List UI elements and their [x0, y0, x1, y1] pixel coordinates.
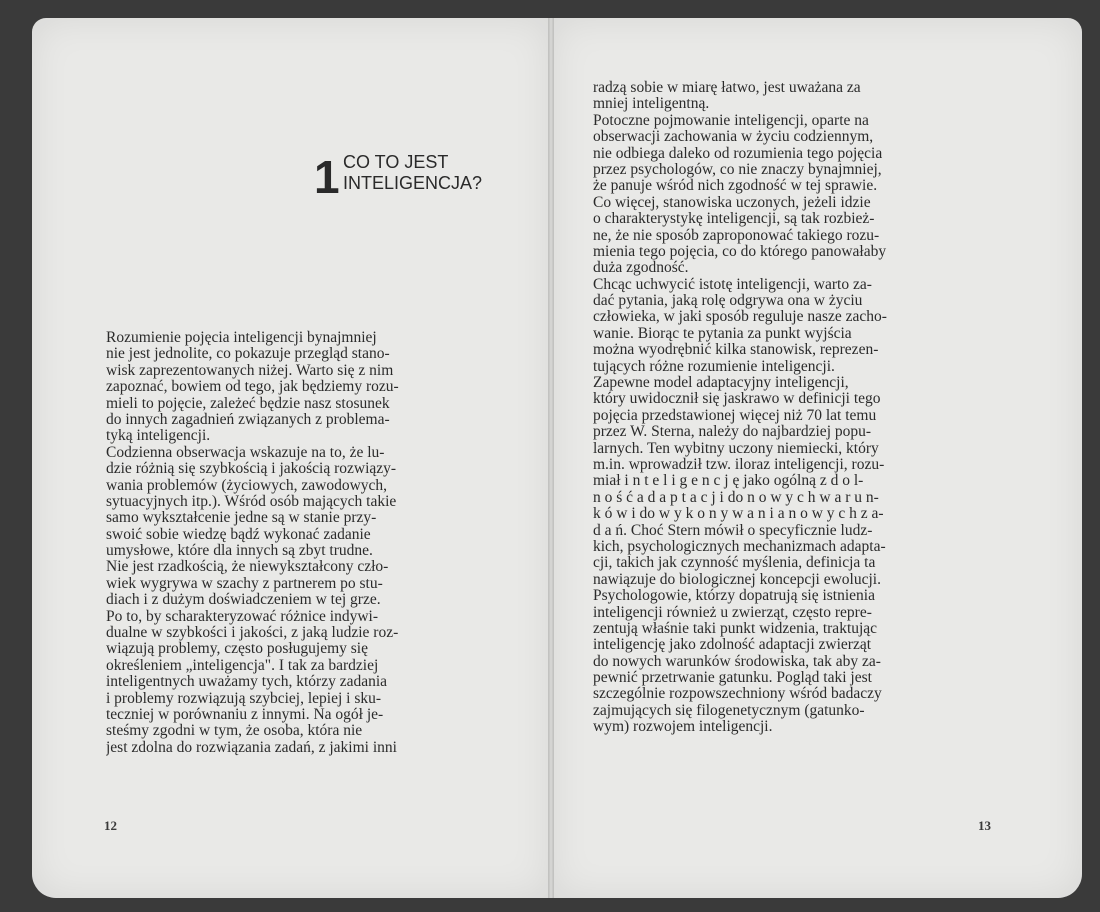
text-line: człowieka, w jaki sposób reguluje nasze zacho- [593, 309, 887, 326]
text-line: umysłowe, które dla innych są zbyt trudne. [106, 543, 373, 560]
text-line: Psychologowie, którzy dopatrują się istnienia [593, 588, 875, 605]
text-line: dać pytania, jaką rolę odgrywa ona w życiu [593, 293, 863, 310]
text-line: nie odbiega daleko od rozumienia tego pojęcia [593, 145, 883, 162]
text-line: mienia tego pojęcia, co do którego panowałaby [593, 243, 887, 260]
text-line: Rozumienie pojęcia inteligencji bynajmniej [106, 330, 377, 346]
text-line: d a ń. Choć Stern mówił o specyficznie ludz- [593, 522, 873, 539]
book-gutter [548, 18, 554, 898]
text-line: pojęcia przedstawionej więcej niż 70 lat temu [593, 407, 877, 424]
text-line: Potoczne pojmowanie inteligencji, oparte na [593, 112, 869, 129]
text-line: mieli to pojęcie, zależeć będzie nasz stosunek [106, 395, 390, 412]
text-line: zajmujących się filogenetycznym (gatunko- [593, 702, 865, 719]
text-line: wiązują problemy, często posługujemy się [106, 641, 368, 658]
text-line: inteligencji również u zwierząt, często repre- [593, 604, 872, 621]
text-line: nawiązuje do biologicznej koncepcji ewolucji. [593, 571, 881, 588]
text-line: inteligencję jako zdolność adaptacji zwierząt [593, 637, 872, 654]
text-line: teczniej w porównaniu z innymi. Na ogół je- [106, 706, 384, 723]
text-line: radzą sobie w miarę łatwo, jest uważana za [593, 80, 861, 96]
text-line: przez W. Sterna, należy do najbardziej popu- [593, 424, 872, 441]
text-line: wisk zaprezentowanych niżej. Warto się z nim [106, 362, 394, 379]
text-line: zapoznać, bowiem od tego, jak będziemy rozu- [106, 379, 399, 396]
text-line: steśmy zgodni w tym, że osoba, która nie [106, 723, 363, 740]
right-page-text [593, 80, 985, 736]
text-line: tujących różne rozumienie inteligencji. [593, 358, 835, 375]
text-line: wanie. Biorąc te pytania za punkt wyjścia [593, 325, 852, 342]
text-line: swoić sobie wiedzę bądź wykonać zadanie [106, 526, 371, 543]
text-line: do nowych warunków środowiska, tak aby za- [593, 653, 881, 670]
text-line: można wyodrębnić kilka stanowisk, reprezen- [593, 342, 879, 359]
text-line: cji, takich jak czynność myślenia, definicja ta [593, 555, 876, 572]
text-line: szczególnie rozpowszechniony wśród badaczy [593, 686, 882, 703]
text-line: Chcąc uchwycić istotę inteligencji, warto za- [593, 276, 872, 293]
text-line: jest zdolna do rozwiązania zadań, z jakimi inni [106, 739, 397, 756]
text-line: kich, psychologicznych mechanizmach adapta- [593, 538, 886, 555]
text-line: m.in. wprowadził tzw. iloraz inteligencji, rozu- [593, 456, 885, 473]
text-line: sytuacyjnych itp.). Wśród osób mających takie [106, 493, 397, 510]
text-line: k ó w i do w y k o n y w a n i a n o w y c h z a- [593, 506, 884, 523]
text-line: określeniem „inteligencja". I tak za bardziej [106, 657, 379, 674]
text-line: duża zgodność. [593, 260, 689, 277]
text-line: Co więcej, stanowiska uczonych, jeżeli idzie [593, 194, 871, 211]
text-line: samo wykształcenie jedne są w stanie przy- [106, 510, 377, 527]
text-line: obserwacji zachowania w życiu codziennym, [593, 129, 874, 146]
text-line: wym) rozwojem inteligencji. [593, 719, 773, 736]
text-line: wiek wygrywa w szachy z partnerem po stu- [106, 575, 383, 592]
text-line: diach i z dużym doświadczeniem w tej grze. [106, 592, 381, 609]
text-line: Nie jest rzadkością, że niewykształcony czło- [106, 559, 389, 576]
text-line: inteligentnych uważamy tych, którzy zadania [106, 674, 388, 691]
text-line: o charakterystykę inteligencji, są tak rozbież- [593, 211, 875, 228]
chapter-number: 1 [314, 151, 340, 203]
text-line: przez psychologów, co nie znaczy bynajmniej, [593, 161, 882, 178]
text-line: Po to, by scharakteryzować różnice indywi- [106, 608, 379, 625]
text-line: miał i n t e l i g e n c j ę jako ogólną z d o l- [593, 473, 864, 490]
text-line: ne, że nie sposób zaproponować takiego rozu- [593, 227, 880, 244]
page-number-right: 13 [978, 818, 991, 833]
text-line: który uwidocznił się jaskrawo w definicji tego [593, 391, 881, 408]
text-line: nie jest jednolite, co pokazuje przegląd stano- [106, 346, 390, 363]
text-line: mniej inteligentną. [593, 96, 710, 113]
text-line: zentują właśnie taki punkt widzenia, traktując [593, 620, 878, 637]
text-line: tyką inteligencji. [106, 428, 211, 445]
text-line: larnych. Ten wybitny uczony niemiecki, który [593, 440, 879, 457]
text-line: do innych zagadnień związanych z problema- [106, 411, 390, 428]
chapter-heading [314, 151, 504, 203]
text-line: Zapewne model adaptacyjny inteligencji, [593, 375, 849, 392]
text-line: n o ś ć a d a p t a c j i do n o w y c h w a r u n- [593, 489, 879, 506]
text-line: pewnić przetrwanie gatunku. Pogląd taki jest [593, 670, 872, 687]
text-line: dualne w szybkości i jakości, z jaką ludzie roz- [106, 625, 399, 642]
page-number-left: 12 [104, 818, 117, 833]
left-page-text [106, 330, 498, 756]
text-line: Codzienna obserwacja wskazuje na to, że lu- [106, 444, 385, 461]
text-line: dzie różnią się szybkością i jakością rozwiązy- [106, 461, 397, 478]
text-line: że panuje wśród nich zgodność w tej sprawie. [593, 178, 878, 195]
chapter-title: CO TO JEST INTELIGENCJA? [343, 152, 483, 193]
text-line: wania problemów (życiowych, zawodowych, [106, 477, 388, 494]
text-line: i problemy rozwiązują szybciej, lepiej i sku- [106, 690, 382, 707]
